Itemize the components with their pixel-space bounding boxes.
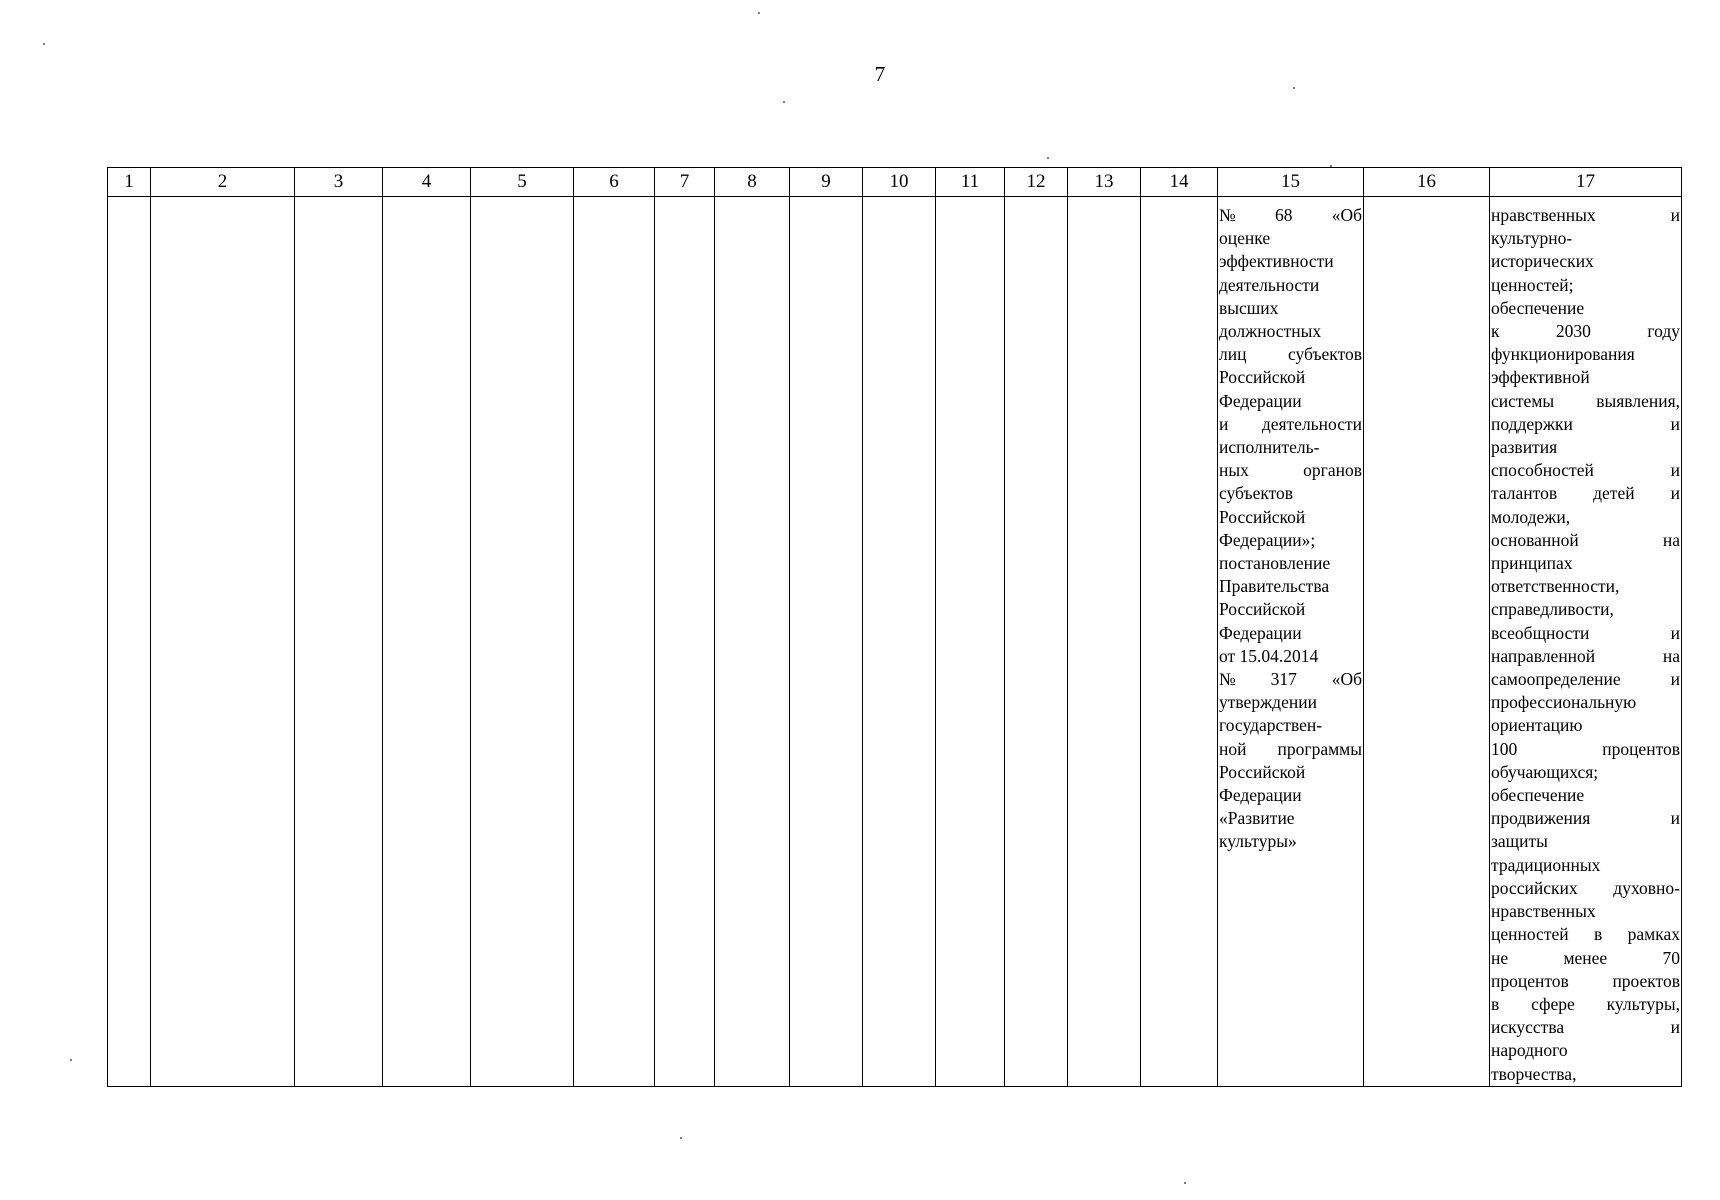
cell-col-3	[295, 197, 383, 1087]
text-line	[1491, 668, 1680, 691]
text-word: нравственных	[1491, 901, 1596, 922]
text-word: ценностей	[1491, 924, 1569, 945]
text-line	[1219, 645, 1362, 668]
text-word: талантов	[1491, 483, 1558, 504]
text-word: «Об	[1331, 669, 1362, 690]
text-line	[1491, 807, 1680, 830]
text-word: Российской	[1219, 599, 1306, 620]
text-line	[1219, 297, 1362, 320]
text-word: на	[1662, 645, 1680, 666]
text-word: Российской	[1219, 506, 1306, 527]
text-word: в	[1593, 924, 1603, 945]
text-word: поддержки	[1491, 413, 1573, 434]
text-word: способностей	[1491, 460, 1594, 481]
text-word: менее	[1563, 947, 1608, 968]
text-word: 70	[1662, 947, 1680, 968]
text-line	[1219, 390, 1362, 413]
text-line	[1491, 366, 1680, 389]
text-line	[1219, 320, 1362, 343]
cell-col-8	[715, 197, 790, 1087]
text-word: и	[1670, 1017, 1680, 1038]
column-number-15: 15	[1218, 168, 1364, 197]
text-line	[1491, 970, 1680, 993]
text-line	[1491, 204, 1680, 227]
text-word: 100	[1491, 738, 1518, 759]
text-word: развития	[1491, 437, 1558, 458]
text-word: «Об	[1331, 205, 1362, 225]
scan-speck	[758, 12, 760, 14]
text-word: лиц	[1219, 344, 1247, 365]
text-word: культуры»	[1219, 831, 1297, 852]
page-number: 7	[874, 62, 886, 86]
text-line	[1491, 436, 1680, 459]
text-line	[1219, 506, 1362, 529]
scan-speck	[43, 43, 45, 45]
text-line	[1491, 459, 1680, 482]
text-line	[1219, 738, 1362, 761]
column-number-7: 7	[655, 168, 715, 197]
text-line	[1219, 482, 1362, 505]
text-line	[1491, 923, 1680, 946]
text-line	[1219, 366, 1362, 389]
text-word: обеспечение	[1491, 297, 1585, 318]
text-word: субъектов	[1219, 483, 1294, 504]
goals-text	[1490, 197, 1681, 1086]
text-word: выявления,	[1596, 390, 1680, 411]
text-word: духовно-	[1613, 877, 1680, 898]
text-line	[1491, 691, 1680, 714]
column-number-11: 11	[936, 168, 1005, 197]
content-row	[108, 197, 1682, 1087]
text-line	[1491, 993, 1680, 1016]
text-word: Российской	[1219, 367, 1306, 388]
text-line	[1219, 622, 1362, 645]
text-line	[1491, 1039, 1680, 1062]
column-number-4: 4	[383, 168, 471, 197]
text-line	[1491, 506, 1680, 529]
text-word: от 15.04.2014	[1219, 645, 1319, 666]
text-word: №	[1219, 205, 1236, 225]
text-word: Федерации	[1219, 785, 1302, 806]
text-word: к	[1491, 321, 1500, 342]
text-word: ной	[1219, 738, 1247, 759]
text-line	[1491, 390, 1680, 413]
text-line	[1491, 714, 1680, 737]
text-line	[1491, 877, 1680, 900]
cell-col-10	[863, 197, 936, 1087]
text-line	[1491, 297, 1680, 320]
text-word: Федерации	[1219, 622, 1302, 643]
text-word: процентов	[1602, 738, 1680, 759]
column-number-13: 13	[1068, 168, 1141, 197]
text-word: направленной	[1491, 645, 1596, 666]
text-line	[1491, 482, 1680, 505]
text-line	[1491, 343, 1680, 366]
text-word: Российской	[1219, 761, 1306, 782]
text-word: на	[1662, 529, 1680, 550]
text-line	[1491, 320, 1680, 343]
text-line	[1491, 529, 1680, 552]
column-number-3: 3	[295, 168, 383, 197]
text-word: творчества,	[1491, 1063, 1577, 1084]
text-word: самоопределение	[1491, 669, 1621, 690]
cell-col-14	[1141, 197, 1218, 1087]
data-table	[107, 167, 1682, 1087]
text-line	[1491, 552, 1680, 575]
text-line	[1491, 227, 1680, 250]
cell-col-11	[936, 197, 1005, 1087]
text-word: не	[1491, 947, 1509, 968]
text-line	[1491, 830, 1680, 853]
text-line	[1219, 552, 1362, 575]
text-line	[1219, 807, 1362, 830]
text-word: детей	[1593, 483, 1635, 504]
text-line	[1491, 645, 1680, 668]
text-word: программы	[1277, 738, 1362, 759]
cell-col-6	[574, 197, 655, 1087]
text-line	[1219, 529, 1362, 552]
text-line	[1219, 459, 1362, 482]
text-word: процентов	[1491, 970, 1569, 991]
text-line	[1491, 1016, 1680, 1039]
text-word: ных	[1219, 460, 1249, 481]
text-word: деятельности	[1261, 413, 1362, 434]
text-word: рамках	[1627, 924, 1680, 945]
text-line	[1219, 343, 1362, 366]
cell-col-12	[1005, 197, 1068, 1087]
text-word: обучающихся;	[1491, 761, 1599, 782]
scan-speck	[1330, 165, 1332, 167]
text-word: 317	[1270, 669, 1297, 690]
text-word: Федерации»;	[1219, 529, 1316, 550]
text-word: должностных	[1219, 321, 1322, 342]
text-word: принципах	[1491, 553, 1573, 574]
text-word: деятельности	[1219, 274, 1320, 295]
text-word: и	[1670, 460, 1680, 481]
text-word: системы	[1491, 390, 1555, 411]
text-line	[1219, 250, 1362, 273]
text-word: субъектов	[1287, 344, 1362, 365]
text-word: и	[1670, 205, 1680, 225]
text-line	[1219, 784, 1362, 807]
cell-col-9	[790, 197, 863, 1087]
cell-col-1	[108, 197, 151, 1087]
text-word: высших	[1219, 297, 1279, 318]
text-word: 68	[1274, 205, 1293, 225]
text-line	[1491, 1063, 1680, 1086]
column-number-12: 12	[1005, 168, 1068, 197]
text-word: Федерации	[1219, 390, 1302, 411]
text-word: ценностей;	[1491, 274, 1574, 295]
text-word: №	[1219, 669, 1236, 690]
text-word: сфере	[1531, 993, 1575, 1014]
scan-speck	[70, 1059, 72, 1061]
column-number-17: 17	[1490, 168, 1682, 197]
text-word: исполнитель-	[1219, 437, 1320, 458]
scan-speck	[1184, 1182, 1186, 1184]
text-word: году	[1647, 321, 1680, 342]
scan-speck	[1047, 157, 1049, 159]
text-line	[1491, 250, 1680, 273]
text-word: оценке	[1219, 228, 1271, 249]
text-word: традиционных	[1491, 854, 1601, 875]
text-line	[1491, 598, 1680, 621]
text-word: культурно-	[1491, 228, 1573, 249]
text-word: молодежи,	[1491, 506, 1571, 527]
column-number-10: 10	[863, 168, 936, 197]
cell-col-16	[1364, 197, 1490, 1087]
column-number-8: 8	[715, 168, 790, 197]
legal-basis-text	[1218, 197, 1363, 854]
text-line	[1491, 761, 1680, 784]
column-number-16: 16	[1364, 168, 1490, 197]
column-number-1: 1	[108, 168, 151, 197]
text-word: государствен-	[1219, 715, 1323, 736]
text-line	[1219, 761, 1362, 784]
text-line	[1491, 900, 1680, 923]
text-word: продвижения	[1491, 808, 1591, 829]
text-word: ориентацию	[1491, 715, 1583, 736]
cell-col-17	[1490, 197, 1682, 1087]
text-line	[1491, 274, 1680, 297]
text-word: российских	[1491, 877, 1578, 898]
text-line	[1219, 691, 1362, 714]
text-word: и	[1670, 808, 1680, 829]
column-number-14: 14	[1141, 168, 1218, 197]
text-line	[1219, 575, 1362, 598]
text-word: эффективности	[1219, 251, 1334, 272]
text-word: культуры,	[1606, 993, 1680, 1014]
cell-col-5	[471, 197, 574, 1087]
text-word: исторических	[1491, 251, 1594, 272]
text-word: и	[1670, 669, 1680, 690]
text-word: Правительства	[1219, 576, 1330, 597]
text-line	[1219, 714, 1362, 737]
text-word: справедливости,	[1491, 599, 1614, 620]
column-number-9: 9	[790, 168, 863, 197]
column-number-6: 6	[574, 168, 655, 197]
text-line	[1491, 413, 1680, 436]
cell-col-2	[151, 197, 295, 1087]
text-word: ответственности,	[1491, 576, 1620, 597]
text-word: нравственных	[1491, 205, 1596, 225]
text-word: искусства	[1491, 1017, 1565, 1038]
text-line	[1219, 274, 1362, 297]
cell-col-13	[1068, 197, 1141, 1087]
text-line	[1491, 575, 1680, 598]
text-line	[1219, 227, 1362, 250]
cell-col-4	[383, 197, 471, 1087]
scan-speck	[783, 101, 785, 103]
text-word: профессиональную	[1491, 692, 1637, 713]
column-number-2: 2	[151, 168, 295, 197]
text-word: и	[1670, 622, 1680, 643]
scan-speck	[680, 1137, 682, 1139]
text-word: и	[1670, 413, 1680, 434]
text-line	[1219, 436, 1362, 459]
text-line	[1491, 854, 1680, 877]
cell-col-15	[1218, 197, 1364, 1087]
text-word: защиты	[1491, 831, 1548, 852]
text-word: в	[1491, 993, 1500, 1014]
text-word: народного	[1491, 1040, 1568, 1061]
text-word: и	[1670, 483, 1680, 504]
text-word: проектов	[1612, 970, 1680, 991]
text-word: эффективной	[1491, 367, 1590, 388]
text-word: утверждении	[1219, 692, 1317, 713]
text-line	[1219, 204, 1362, 227]
text-line	[1219, 668, 1362, 691]
text-line	[1219, 413, 1362, 436]
text-line	[1491, 784, 1680, 807]
text-line	[1219, 598, 1362, 621]
text-word: обеспечение	[1491, 785, 1585, 806]
text-word: 2030	[1555, 321, 1591, 342]
text-word: органов	[1303, 460, 1362, 481]
text-line	[1491, 738, 1680, 761]
text-line	[1491, 947, 1680, 970]
text-word: функционирования	[1491, 344, 1635, 365]
header-row	[108, 168, 1682, 197]
text-line	[1219, 830, 1362, 853]
text-word: основанной	[1491, 529, 1579, 550]
column-number-5: 5	[471, 168, 574, 197]
scan-speck	[1293, 87, 1295, 89]
text-word: и	[1219, 413, 1229, 434]
cell-col-7	[655, 197, 715, 1087]
text-word: всеобщности	[1491, 622, 1590, 643]
text-word: «Развитие	[1219, 808, 1295, 829]
text-line	[1491, 622, 1680, 645]
text-word: постановление	[1219, 553, 1331, 574]
